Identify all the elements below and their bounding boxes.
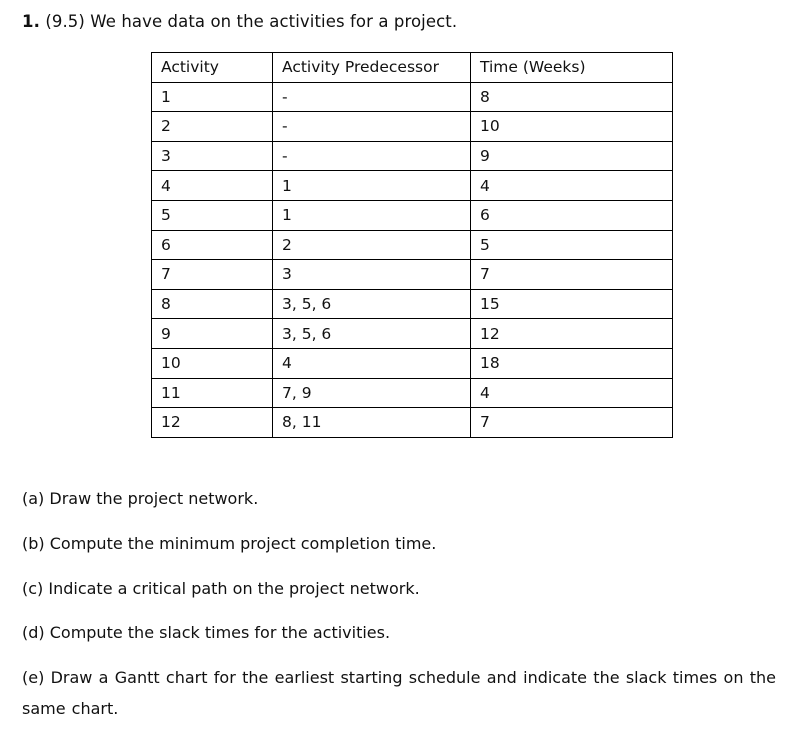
cell-predecessor: - [273,141,471,171]
question-c: (c) Indicate a critical path on the project network. [22,579,420,598]
cell-time: 4 [471,378,673,408]
cell-activity: 6 [152,230,273,260]
cell-predecessor: 3 [273,260,471,290]
cell-activity: 2 [152,112,273,142]
cell-predecessor: 3, 5, 6 [273,319,471,349]
table-row [152,112,673,142]
table-row [152,260,673,290]
cell-predecessor: 4 [273,348,471,378]
problem-number: 1. [22,12,40,31]
cell-activity: 11 [152,378,273,408]
cell-activity: 3 [152,141,273,171]
cell-predecessor: 7, 9 [273,378,471,408]
cell-predecessor: 2 [273,230,471,260]
cell-predecessor: - [273,112,471,142]
question-b: (b) Compute the minimum project completion time. [22,534,437,553]
question-a: (a) Draw the project network. [22,489,259,508]
cell-predecessor: 8, 11 [273,408,471,438]
table-row [152,408,673,438]
cell-predecessor: 1 [273,200,471,230]
cell-activity: 10 [152,348,273,378]
cell-time: 7 [471,408,673,438]
table-row [152,289,673,319]
cell-activity: 9 [152,319,273,349]
cell-activity: 7 [152,260,273,290]
cell-time: 6 [471,200,673,230]
cell-predecessor: 3, 5, 6 [273,289,471,319]
question-d: (d) Compute the slack times for the activities. [22,623,391,642]
problem-statement: (9.5) We have data on the activities for a project. [45,12,458,31]
cell-time: 4 [471,171,673,201]
cell-predecessor: - [273,82,471,112]
header-time: Time (Weeks) [471,53,673,83]
cell-time: 9 [471,141,673,171]
cell-activity: 1 [152,82,273,112]
table-row [152,378,673,408]
question-e: (e) Draw a Gantt chart for the earliest starting schedule and indicate the slack times on the same chart. [22,668,776,718]
header-activity: Activity [152,53,273,83]
cell-time: 10 [471,112,673,142]
table-row [152,82,673,112]
table-row [152,200,673,230]
cell-time: 15 [471,289,673,319]
cell-activity: 5 [152,200,273,230]
activity-table [151,52,673,438]
table-row [152,230,673,260]
table-row [152,141,673,171]
table-row [152,319,673,349]
problem-heading [22,12,457,31]
cell-predecessor: 1 [273,171,471,201]
cell-activity: 12 [152,408,273,438]
table-row [152,348,673,378]
cell-time: 18 [471,348,673,378]
cell-time: 7 [471,260,673,290]
cell-time: 12 [471,319,673,349]
cell-time: 5 [471,230,673,260]
table-header-row [152,53,673,83]
table-row [152,171,673,201]
cell-activity: 4 [152,171,273,201]
cell-activity: 8 [152,289,273,319]
header-predecessor: Activity Predecessor [273,53,471,83]
cell-time: 8 [471,82,673,112]
